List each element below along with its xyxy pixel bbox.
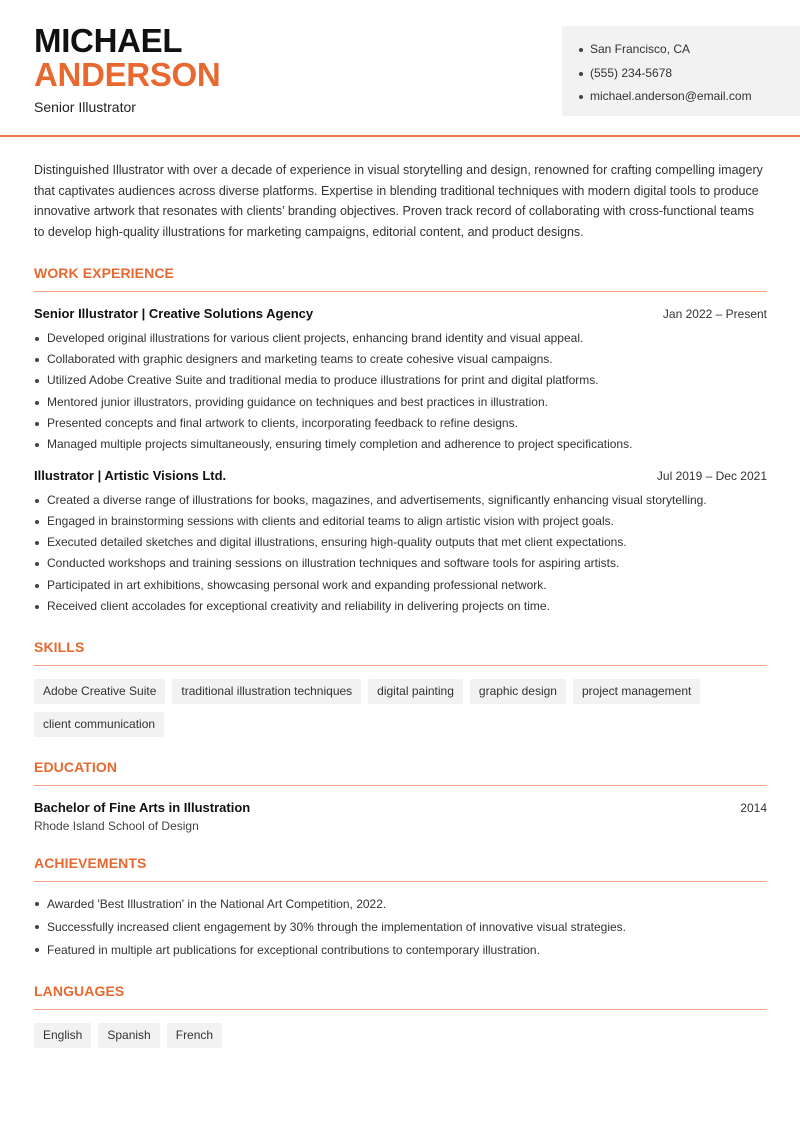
contact-list [579,38,800,109]
job-heading: Senior Illustrator | Creative Solutions Agency [34,305,314,321]
first-name: MICHAEL [34,22,183,59]
achievement-item: Featured in multiple art publications for exceptional contributions to contemporary illustration. [34,939,767,962]
job-bullets [34,490,767,618]
degree: Bachelor of Fine Arts in Illustration [34,800,251,816]
section-title-skills: SKILLS [34,639,767,666]
school-name: Rhode Island School of Design [34,819,199,834]
job-heading: Illustrator | Artistic Visions Ltd. [34,467,227,483]
skill-tag: client communication [34,712,164,737]
section-title-languages: LANGUAGES [34,983,767,1010]
work-experience-section [34,265,767,618]
skills-section [34,639,767,737]
job-dates: Jul 2019 – Dec 2021 [656,468,767,483]
summary-text: Distinguished Illustrator with over a decade of experience in visual storytelling and design, renowned for crafting compelling imagery that captivates audiences across diverse platforms. Expertise in blending traditional techniques with modern digital tools to produce innovative artwork that resonates with clients’ branding objectives. Proven track record of collaborating with cross-functional teams to develop high-quality illustrations for marketing campaigns, editorial content, and product designs. [34,163,763,240]
section-title-education: EDUCATION [34,759,767,786]
education-entry [34,800,767,833]
achievements-section [34,855,767,961]
contact-phone: (555) 234-5678 [579,62,800,86]
job-bullet: Utilized Adobe Creative Suite and traditional media to produce illustrations for print and digital platforms. [34,370,767,391]
section-title-achievements: ACHIEVEMENTS [34,855,767,882]
skill-tag: Adobe Creative Suite [34,679,165,704]
job-bullet: Executed detailed sketches and digital illustrations, ensuring high-quality outputs that met client expectations. [34,532,767,553]
job-entry [34,468,767,618]
resume-body [34,160,767,1048]
last-name: ANDERSON [34,56,221,93]
job-bullet: Presented concepts and final artwork to clients, incorporating feedback to refine designs. [34,413,767,434]
job-bullets [34,328,767,456]
education-section [34,759,767,833]
job-bullet: Created a diverse range of illustrations for books, magazines, and advertisements, significantly enhancing visual storytelling. [34,490,767,511]
job-entry [34,306,767,456]
contact-box [562,26,800,116]
achievement-item: Awarded 'Best Illustration' in the National Art Competition, 2022. [34,893,767,916]
contact-email[interactable]: michael.anderson@email.com [579,85,800,109]
resume-header [0,0,800,137]
job-bullet: Collaborated with graphic designers and marketing teams to create cohesive visual campaigns. [34,349,767,370]
job-bullet: Managed multiple projects simultaneously, ensuring timely completion and adherence to project specifications. [34,434,767,455]
job-title: Senior Illustrator [34,99,136,115]
language-tag: Spanish [98,1023,159,1048]
achievement-list [34,893,767,961]
job-bullet: Participated in art exhibitions, showcasing personal work and expanding professional network. [34,575,767,596]
achievement-item: Successfully increased client engagement by 30% through the implementation of innovative visual strategies. [34,916,767,939]
job-bullet: Conducted workshops and training sessions on illustration techniques and software tools for aspiring artists. [34,553,767,574]
graduation-year: 2014 [740,801,767,816]
language-tags [34,1023,767,1048]
skills-tags [34,679,767,737]
skill-tag: traditional illustration techniques [172,679,361,704]
languages-section [34,983,767,1048]
language-tag: English [34,1023,91,1048]
skill-tag: digital painting [368,679,463,704]
skill-tag: graphic design [470,679,566,704]
job-dates: Jan 2022 – Present [662,306,767,321]
job-bullet: Engaged in brainstorming sessions with clients and editorial teams to align artistic vision with project goals. [34,511,767,532]
job-bullet: Developed original illustrations for various client projects, enhancing brand identity and visual appeal. [34,328,767,349]
job-bullet: Received client accolades for exceptional creativity and reliability in delivering projects on time. [34,596,767,617]
contact-location: San Francisco, CA [579,38,800,62]
skill-tag: project management [573,679,700,704]
section-title-work-experience: WORK EXPERIENCE [34,265,767,292]
language-tag: French [167,1023,222,1048]
job-bullet: Mentored junior illustrators, providing guidance on techniques and best practices in illustration. [34,392,767,413]
